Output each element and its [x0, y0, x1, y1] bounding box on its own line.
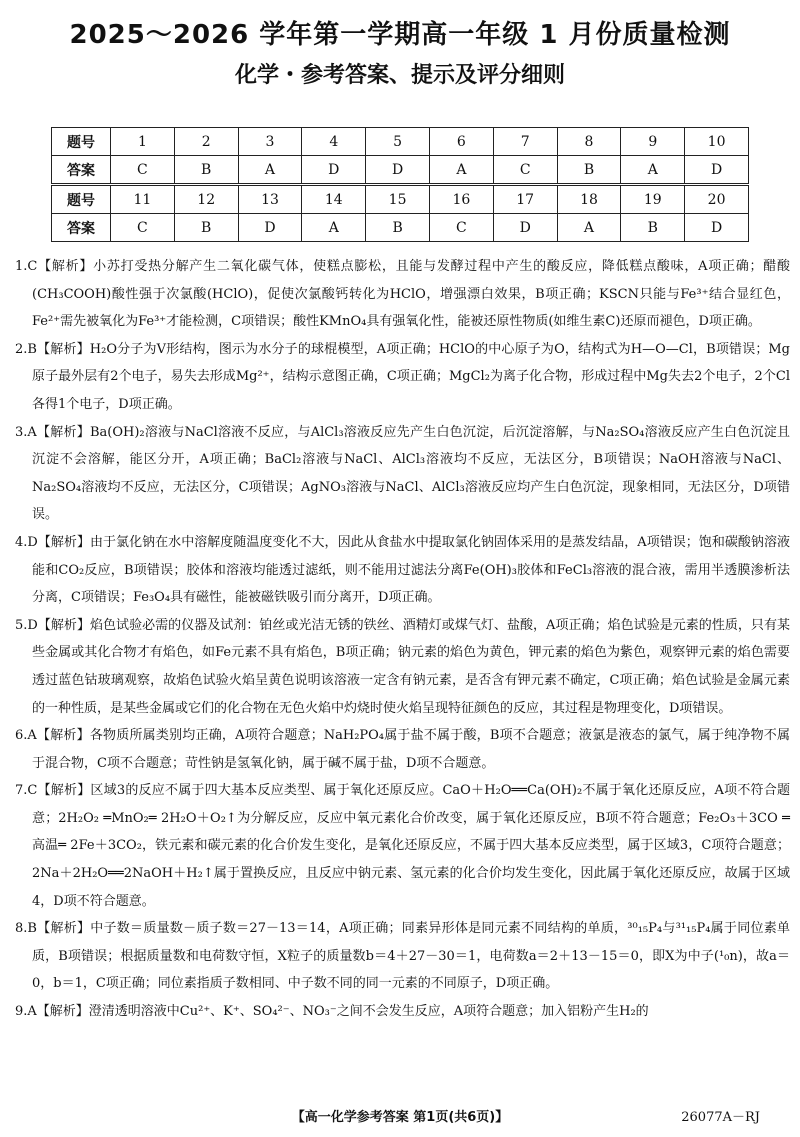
answer-cell: D [366, 156, 430, 185]
question-number-cell: 13 [238, 185, 302, 214]
answer-cell: A [302, 214, 366, 242]
explanation-item: 9.A【解析】澄清透明溶液中Cu²⁺、K⁺、SO₄²⁻、NO₃⁻之间不会发生反应，A项符合题意；加入铝粉产生H₂的 [15, 1004, 649, 1020]
answer-cell: C [111, 156, 175, 185]
question-number-cell: 2 [174, 128, 238, 156]
question-number-cell: 1 [111, 128, 175, 156]
question-number-cell: 18 [557, 185, 621, 214]
question-number-cell: 19 [621, 185, 685, 214]
page-subtitle: 化学・参考答案、提示及评分细则 [234, 63, 565, 88]
answer-cell: B [174, 214, 238, 242]
answer-cell: C [111, 214, 175, 242]
explanation-item: 7.C【解析】区域3的反应不属于四大基本反应类型、属于氧化还原反应。CaO＋H₂O══Ca(OH)₂不属于氧化还原反应，A项不符合题意；2H₂O₂ ═MnO₂═ 2H₂O＋O₂↑为分解反应，反应中氧元素化合价改变，属于氧化还原反应，B项不符合题意；Fe₂O₃＋3CO ═高温═ 2Fe＋3CO₂，铁元素和碳元素的化合价发生变化，是氧化还原反应，不属于四大基本反应类型，属于区域3，C项符合题意；2Na＋2H₂O══2NaOH＋H₂↑属于置换反应，且反应中钠元素、氢元素的化合价均发生变化，因此属于氧化还原反应，故属于区域4，D项不符合题意。 [15, 783, 790, 909]
question-number-cell: 6 [429, 128, 493, 156]
page-title: 2025～2026 学年第一学期高一年级 1 月份质量检测 [69, 20, 731, 50]
answer-cell: C [429, 214, 493, 242]
question-header-cell: 题号 [52, 128, 111, 156]
question-header-cell: 题号 [52, 185, 111, 214]
answer-cell: A [621, 156, 685, 185]
footer-code: 26077A－RJ [681, 1110, 760, 1125]
question-number-cell: 14 [302, 185, 366, 214]
answer-header-cell: 答案 [52, 214, 111, 242]
answer-row [52, 214, 749, 242]
question-number-cell: 20 [685, 185, 749, 214]
answer-header-cell: 答案 [52, 156, 111, 185]
answer-cell: D [685, 156, 749, 185]
question-number-cell: 3 [238, 128, 302, 156]
question-number-cell: 17 [493, 185, 557, 214]
question-number-cell: 9 [621, 128, 685, 156]
question-number-cell: 4 [302, 128, 366, 156]
explanation-item: 8.B【解析】中子数＝质量数－质子数＝27－13＝14，A项正确；同素异形体是同元素不同结构的单质，³⁰₁₅P₄与³¹₁₅P₄属于同位素单质，B项错误；根据质量数和电荷数守恒，X粒子的质量数b＝4＋27－30＝1，电荷数a＝2＋13－15＝0，即X为中子(¹₀n)，故a＝0，b＝1，C项正确；同位素指质子数相同、中子数不同的同一元素的不同原子，D项正确。 [15, 921, 790, 992]
footer-page-info: 【高一化学参考答案 第1页(共6页)】 [291, 1110, 509, 1125]
answer-cell: D [685, 214, 749, 242]
explanation-item: 3.A【解析】Ba(OH)₂溶液与NaCl溶液不反应，与AlCl₃溶液反应先产生白色沉淀，后沉淀溶解，与Na₂SO₄溶液反应产生白色沉淀且沉淀不会溶解，能区分开，A项正确；BaCl₂溶液与NaCl、AlCl₃溶液均不反应，无法区分，B项错误；NaOH溶液与NaCl、Na₂SO₄溶液均不反应，无法区分，C项错误；AgNO₃溶液与NaCl、AlCl₃溶液反应均产生白色沉淀，现象相同，无法区分，D项错误。 [15, 424, 790, 523]
explanation-item: 6.A【解析】各物质所属类别均正确，A项符合题意；NaH₂PO₄属于盐不属于酸，B项不合题意；液氯是液态的氯气，属于纯净物不属于混合物，C项不合题意；苛性钠是氢氧化钠，属于碱不属于盐，D项不合题意。 [15, 728, 790, 771]
answer-cell: A [238, 156, 302, 185]
answer-cell: C [493, 156, 557, 185]
question-number-cell: 10 [685, 128, 749, 156]
question-number-cell: 12 [174, 185, 238, 214]
question-number-cell: 7 [493, 128, 557, 156]
answer-cell: B [366, 214, 430, 242]
question-number-cell: 5 [366, 128, 430, 156]
explanations [15, 253, 790, 1026]
question-number-row [52, 185, 749, 214]
question-number-cell: 15 [366, 185, 430, 214]
question-number-row [52, 128, 749, 156]
question-number-cell: 11 [111, 185, 175, 214]
answer-cell: D [238, 214, 302, 242]
explanation-item: 1.C【解析】小苏打受热分解产生二氧化碳气体，使糕点膨松，且能与发酵过程中产生的酸反应，降低糕点酸味，A项正确；醋酸(CH₃COOH)酸性强于次氯酸(HClO)，促使次氯酸钙转化为HClO，增强漂白效果，B项正确；KSCN只能与Fe³⁺结合显红色，Fe²⁺需先被氧化为Fe³⁺才能检测，C项错误；酸性KMnO₄具有强氧化性，能被还原性物质(如维生素C)还原而褪色，D项正确。 [15, 259, 790, 330]
answer-cell: B [174, 156, 238, 185]
explanation-item: 2.B【解析】H₂O分子为V形结构，图示为水分子的球棍模型，A项正确；HClO的中心原子为O，结构式为H—O—Cl，B项错误；Mg原子最外层有2个电子，易失去形成Mg²⁺，结构示意图正确，C项正确；MgCl₂为离子化合物，形成过程中Mg失去2个电子，2个Cl各得1个电子，D项正确。 [15, 341, 790, 412]
answer-cell: D [302, 156, 366, 185]
answer-table [51, 127, 749, 242]
answer-cell: A [557, 214, 621, 242]
explanation-item: 5.D【解析】焰色试验必需的仪器及试剂：铂丝或光洁无锈的铁丝、酒精灯或煤气灯、盐酸，A项正确；焰色试验是元素的性质，只有某些金属或其化合物才有焰色，如Fe元素不具有焰色，B项正确；钠元素的焰色为黄色，钾元素的焰色为紫色，观察钾元素的焰色需要透过蓝色钴玻璃观察，故焰色试验火焰呈黄色说明该溶液一定含有钠元素，是否含有钾元素不确定，C项正确；焰色试验是金属元素的一种性质，是某些金属或它们的化合物在无色火焰中灼烧时使火焰呈现特征颜色的反应，其过程是物理变化，D项错误。 [15, 617, 790, 716]
explanation-item: 4.D【解析】由于氯化钠在水中溶解度随温度变化不大，因此从食盐水中提取氯化钠固体采用的是蒸发结晶，A项错误；饱和碳酸钠溶液能和CO₂反应，B项错误；胶体和溶液均能透过滤纸，则不能用过滤法分离Fe(OH)₃胶体和FeCl₃溶液的混合液，需用半透膜渗析法分离，C项错误；Fe₃O₄具有磁性，能被磁铁吸引而分离开，D项正确。 [15, 534, 790, 606]
answer-cell: A [429, 156, 493, 185]
answer-cell: B [621, 214, 685, 242]
question-number-cell: 16 [429, 185, 493, 214]
answer-row [52, 156, 749, 185]
answer-cell: D [493, 214, 557, 242]
answer-cell: B [557, 156, 621, 185]
question-number-cell: 8 [557, 128, 621, 156]
